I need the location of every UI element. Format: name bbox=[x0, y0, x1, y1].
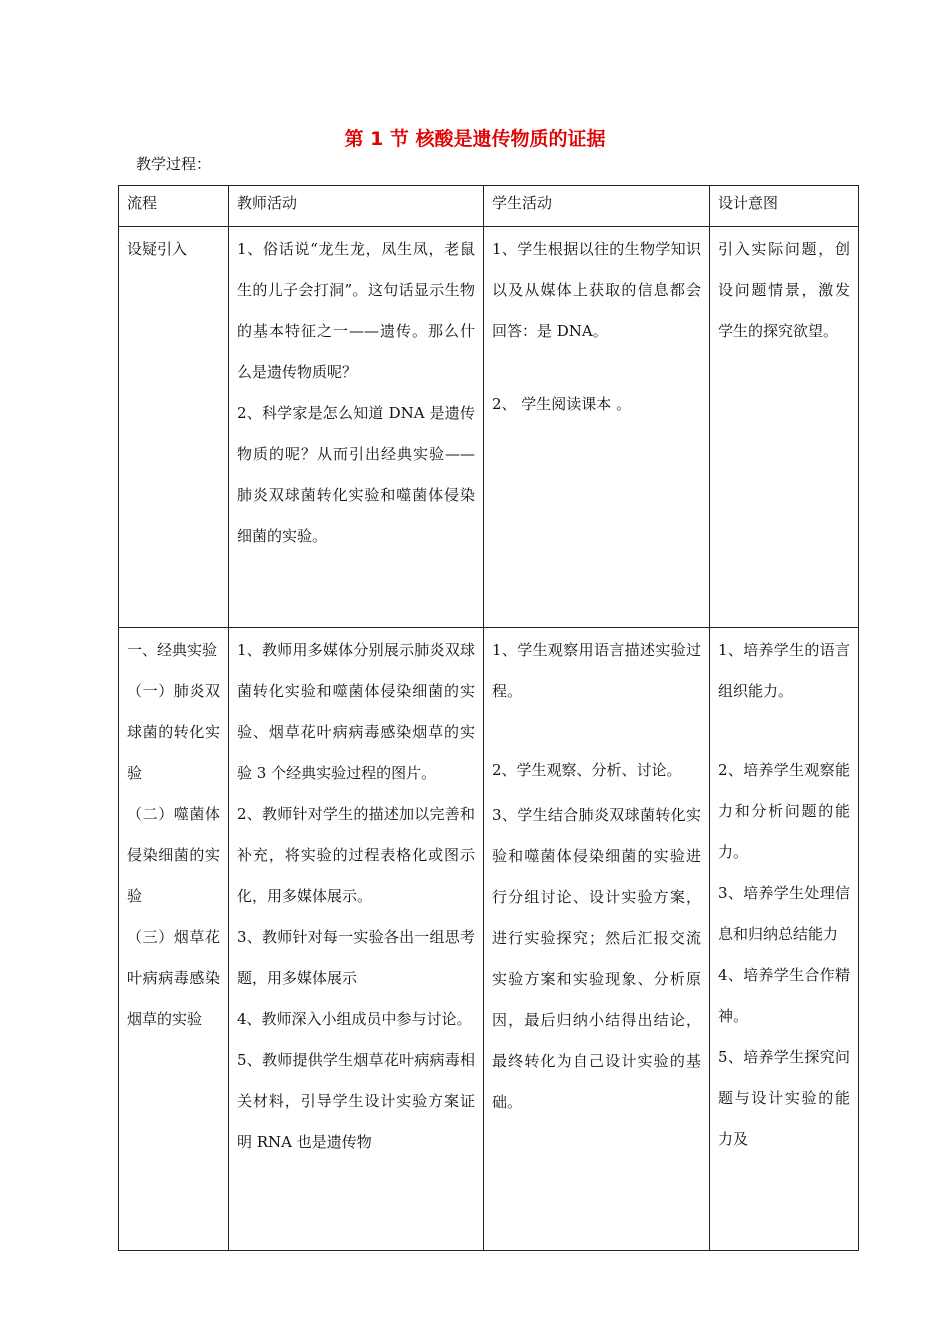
teacher-step: 3、教师针对每一实验各出一组思考题，用多媒体展示 bbox=[237, 928, 475, 987]
table-row bbox=[119, 628, 859, 1251]
student-step: 1、学生根据以往的生物学知识以及从媒体上获取的信息都会回答：是 DNA。 bbox=[492, 240, 701, 340]
teacher-step: 4、教师深入小组成员中参与讨论。 bbox=[237, 1010, 472, 1028]
intent-text: 2、培养学生观察能力和分析问题的能力。 bbox=[718, 761, 850, 861]
cell-flow bbox=[119, 628, 229, 1251]
cell-intent bbox=[710, 227, 859, 628]
student-step: 2、学生观察、分析、讨论。 bbox=[492, 761, 682, 779]
teacher-step: 1、俗话说“龙生龙，凤生凤，老鼠生的儿子会打洞”。这句话显示生物的基本特征之一——遗传。那么什么是遗传物质呢？ bbox=[237, 240, 475, 381]
teacher-step: 1、教师用多媒体分别展示肺炎双球菌转化实验和噬菌体侵染细菌的实验、烟草花叶病病毒感染烟草的实验 3 个经典实验过程的图片。 bbox=[237, 641, 475, 782]
teacher-step: 2、教师针对学生的描述加以完善和补充，将实验的过程表格化或图示化，用多媒体展示。 bbox=[237, 805, 475, 905]
cell-intent bbox=[710, 628, 859, 1251]
flow-text: （二）噬菌体侵染细菌的实验 bbox=[127, 805, 220, 905]
cell-teacher bbox=[229, 227, 484, 628]
student-step: 1、学生观察用语言描述实验过程。 bbox=[492, 641, 701, 700]
teacher-step: 2、科学家是怎么知道 DNA 是遗传物质的呢？从而引出经典实验——肺炎双球菌转化实验和噬菌体侵染细菌的实验。 bbox=[237, 404, 475, 545]
teacher-step: 5、教师提供学生烟草花叶病病毒相关材料，引导学生设计实验方案证明 RNA 也是遗传物 bbox=[237, 1051, 475, 1151]
flow-text: （一）肺炎双球菌的转化实验 bbox=[127, 682, 220, 782]
table-row bbox=[119, 227, 859, 628]
cell-student bbox=[484, 628, 710, 1251]
flow-text: （三）烟草花叶病病毒感染烟草的实验 bbox=[127, 928, 220, 1028]
header-teacher-activity: 教师活动 bbox=[229, 186, 484, 227]
student-step: 3、学生结合肺炎双球菌转化实验和噬菌体侵染细菌的实验进行分组讨论、设计实验方案，进行实验探究；然后汇报交流实验方案和实验现象、分析原因，最后归纳小结得出结论，最终转化为自己设计实验的基础。 bbox=[492, 806, 701, 1111]
intent-text: 3、培养学生处理信息和归纳总结能力 bbox=[718, 884, 850, 943]
teaching-process-table bbox=[118, 185, 859, 1251]
cell-flow bbox=[119, 227, 229, 628]
student-step: 2、 学生阅读课本 。 bbox=[492, 395, 632, 413]
cell-teacher bbox=[229, 628, 484, 1251]
intent-text: 引入实际问题，创设问题情景，激发学生的探究欲望。 bbox=[718, 240, 850, 340]
intent-text: 5、培养学生探究问题与设计实验的能力及 bbox=[718, 1048, 850, 1148]
table-header-row bbox=[119, 186, 859, 227]
intent-text: 4、培养学生合作精神。 bbox=[718, 966, 850, 1025]
header-flow: 流程 bbox=[119, 186, 229, 227]
flow-text: 一、经典实验 bbox=[127, 641, 218, 659]
cell-student bbox=[484, 227, 710, 628]
header-design-intent: 设计意图 bbox=[710, 186, 859, 227]
document-title: 第 1 节 核酸是遗传物质的证据 bbox=[344, 128, 606, 150]
flow-text: 设疑引入 bbox=[127, 240, 188, 258]
section-label: 教学过程： bbox=[136, 155, 212, 173]
header-student-activity: 学生活动 bbox=[484, 186, 710, 227]
intent-text: 1、培养学生的语言组织能力。 bbox=[718, 641, 850, 700]
